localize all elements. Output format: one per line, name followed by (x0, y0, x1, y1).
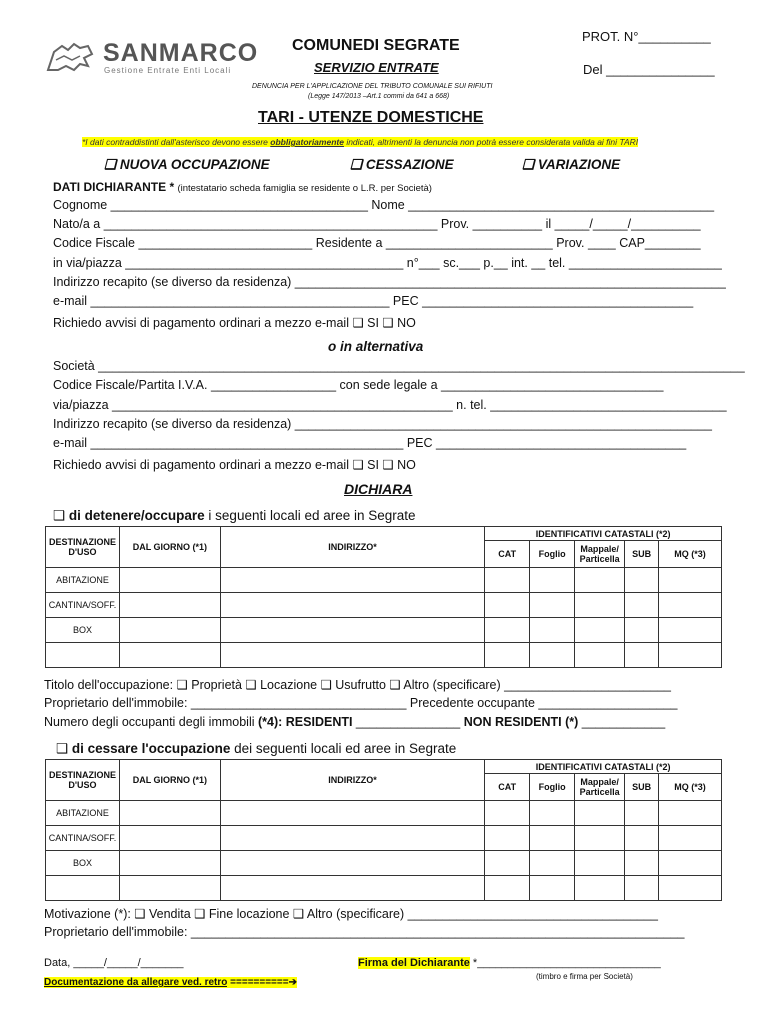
codice-fiscale-field[interactable]: Codice Fiscale _________________________ Residente a ________________________ Prov. ____ CAP________ (53, 236, 701, 250)
col-foglio: Foglio (530, 541, 575, 568)
section-detenere-text: i seguenti locali ed aree in Segrate (204, 508, 416, 523)
cell[interactable] (220, 593, 484, 618)
table-row (46, 568, 722, 593)
table-row (46, 643, 722, 668)
numero-mid: _______________ (352, 715, 464, 729)
cell[interactable] (575, 618, 625, 643)
option-nuova-occupazione[interactable]: ❑ NUOVA OCCUPAZIONE (104, 157, 270, 172)
col-destinazione: DESTINAZIONE D'USO (46, 527, 120, 568)
arrow-icon: ==========➔ (227, 977, 297, 988)
cell[interactable] (625, 876, 659, 901)
cell[interactable] (485, 593, 530, 618)
row-label (46, 643, 120, 668)
col-cat: CAT (485, 774, 530, 801)
cell[interactable] (119, 568, 220, 593)
proprietario-occupante-field[interactable]: Proprietario dell'immobile: _______________________________ Precedente occupante ____________________ (44, 696, 678, 710)
cell[interactable] (119, 593, 220, 618)
cell[interactable] (485, 568, 530, 593)
cell[interactable] (119, 826, 220, 851)
cell[interactable] (659, 826, 722, 851)
row-label: ABITAZIONE (46, 568, 120, 593)
option-cessazione[interactable]: ❑ CESSAZIONE (350, 157, 454, 172)
societa-recapito-field[interactable]: Indirizzo recapito (se diverso da residenza) ____________________________________________________________ (53, 417, 712, 431)
col-mappale: Mappale/ Particella (575, 541, 625, 568)
cell[interactable] (220, 568, 484, 593)
col-dal-giorno: DAL GIORNO (*1) (119, 527, 220, 568)
cell[interactable] (530, 851, 575, 876)
lion-logo-icon (44, 40, 96, 74)
motivazione-field[interactable]: Motivazione (*): ❑ Vendita ❑ Fine locazione ❑ Altro (specificare) ____________________________________ (44, 907, 658, 921)
proprietario-cessazione-field[interactable]: Proprietario dell'immobile: _______________________________________________________________________ (44, 925, 685, 939)
row-label: BOX (46, 851, 120, 876)
numero-pre: Numero degli occupanti degli immobili (44, 715, 258, 729)
servizio-title: SERVIZIO ENTRATE (314, 60, 439, 75)
societa-via-field[interactable]: via/piazza _________________________________________________ n. tel. __________________________________ (53, 398, 727, 412)
cell[interactable] (530, 618, 575, 643)
cell[interactable] (220, 618, 484, 643)
col-indirizzo: INDIRIZZO* (220, 527, 484, 568)
cognome-nome-field[interactable]: Cognome _____________________________________ Nome ____________________________________________ (53, 198, 715, 212)
cell[interactable] (119, 643, 220, 668)
cell[interactable] (119, 851, 220, 876)
cell[interactable] (625, 643, 659, 668)
cell[interactable] (485, 801, 530, 826)
section-detenere[interactable] (53, 508, 416, 524)
cell[interactable] (220, 801, 484, 826)
col-indirizzo: INDIRIZZO* (220, 760, 484, 801)
societa-field[interactable]: Società _____________________________________________________________________________________________ (53, 359, 745, 373)
table-row (46, 593, 722, 618)
col-identificativi: IDENTIFICATIVI CATASTALI (*2) (485, 527, 722, 541)
cell[interactable] (659, 618, 722, 643)
numero-non-residenti: NON RESIDENTI (*) (463, 715, 579, 729)
cell[interactable] (659, 876, 722, 901)
col-mappale: Mappale/ Particella (575, 774, 625, 801)
mandatory-notice (82, 137, 638, 147)
cell[interactable] (119, 618, 220, 643)
nascita-field[interactable]: Nato/a a ________________________________________________ Prov. __________ il _____/_____/__________ (53, 217, 701, 231)
row-label: BOX (46, 618, 120, 643)
cell[interactable] (625, 593, 659, 618)
cell[interactable] (625, 568, 659, 593)
numero-residenti: (*4): RESIDENTI (258, 715, 353, 729)
section-cessare-text: dei seguenti locali ed aree in Segrate (230, 741, 457, 756)
cell[interactable] (659, 568, 722, 593)
dichiarante-heading-text: DATI DICHIARANTE * (53, 180, 178, 194)
cell[interactable] (485, 826, 530, 851)
cell[interactable] (485, 643, 530, 668)
cell[interactable] (220, 851, 484, 876)
col-mq: MQ (*3) (659, 541, 722, 568)
cessazione-table (45, 759, 722, 901)
prot-field[interactable]: PROT. N°__________ (582, 29, 711, 44)
firma-label: Firma del Dichiarante (358, 957, 470, 969)
numero-occupanti-field[interactable] (44, 715, 665, 729)
col-foglio: Foglio (530, 774, 575, 801)
notice-post: indicati, altrimenti la denuncia non potrà essere considerata valida ai fini TARI (343, 137, 639, 147)
dichiarante-heading (53, 180, 432, 194)
firma-line[interactable]: *______________________________ (469, 957, 661, 969)
cell[interactable] (530, 643, 575, 668)
col-cat: CAT (485, 541, 530, 568)
checkbox-detenere[interactable]: ❑ (53, 508, 69, 523)
checkbox-cessare[interactable]: ❑ (56, 741, 72, 756)
cell[interactable] (485, 876, 530, 901)
notice-pre: *I dati contraddistinti dall'asterisco devono essere (82, 137, 271, 147)
table-row (46, 851, 722, 876)
cell[interactable] (575, 851, 625, 876)
email-pec-field[interactable]: e-mail ___________________________________________ PEC _______________________________________ (53, 294, 694, 308)
col-sub: SUB (625, 541, 659, 568)
societa-email-field[interactable]: e-mail _____________________________________________ PEC ____________________________________ (53, 436, 687, 450)
cell[interactable] (575, 801, 625, 826)
col-dal-giorno: DAL GIORNO (*1) (119, 760, 220, 801)
table-row (46, 876, 722, 901)
cell[interactable] (625, 618, 659, 643)
cell[interactable] (485, 618, 530, 643)
cell[interactable] (530, 568, 575, 593)
cell[interactable] (625, 826, 659, 851)
cell[interactable] (659, 851, 722, 876)
documentazione-link[interactable]: Documentazione da allegare ved. retro (44, 977, 228, 988)
cell[interactable] (220, 826, 484, 851)
col-identificativi: IDENTIFICATIVI CATASTALI (*2) (485, 760, 722, 774)
del-field[interactable]: Del _______________ (583, 62, 715, 77)
cell[interactable] (659, 643, 722, 668)
cell[interactable] (530, 801, 575, 826)
cell[interactable] (659, 593, 722, 618)
section-cessare[interactable] (56, 741, 456, 757)
cell[interactable] (485, 851, 530, 876)
cell[interactable] (625, 851, 659, 876)
cell[interactable] (575, 568, 625, 593)
firma-field[interactable] (358, 957, 661, 969)
dichiarante-heading-note: (intestatario scheda famiglia se residente o L.R. per Società) (177, 183, 432, 194)
avvisi-email-choice[interactable]: Richiedo avvisi di pagamento ordinari a mezzo e-mail ❑ SI ❑ NO (53, 316, 416, 330)
legge-text: (Legge 147/2013 –Art.1 commi da 641 a 668) (308, 93, 450, 100)
alternativa-heading: o in alternativa (328, 339, 424, 354)
logo-subtitle: Gestione Entrate Enti Locali (104, 66, 232, 75)
cell[interactable] (575, 876, 625, 901)
comune-title: COMUNEDI SEGRATE (292, 37, 460, 54)
cell[interactable] (119, 876, 220, 901)
numero-post: ____________ (578, 715, 666, 729)
denuncia-text: DENUNCIA PER L'APPLICAZIONE DEL TRIBUTO COMUNALE SUI RIFIUTI (252, 83, 493, 90)
cell[interactable] (530, 593, 575, 618)
cell[interactable] (575, 593, 625, 618)
row-label: CANTINA/SOFF. (46, 593, 120, 618)
cell[interactable] (659, 801, 722, 826)
dichiara-heading: DICHIARA (344, 481, 413, 497)
locali-table (45, 526, 722, 668)
col-sub: SUB (625, 774, 659, 801)
section-detenere-bold: di detenere/occupare (68, 508, 205, 523)
table-row (46, 801, 722, 826)
cell[interactable] (530, 826, 575, 851)
col-mq: MQ (*3) (659, 774, 722, 801)
data-field[interactable]: Data, _____/_____/_______ (44, 957, 184, 969)
row-label (46, 876, 120, 901)
page-title: TARI - UTENZE DOMESTICHE (258, 109, 484, 126)
cell[interactable] (220, 643, 484, 668)
table-row (46, 618, 722, 643)
logo-wordmark: SANMARCO (103, 39, 259, 67)
option-variazione[interactable]: ❑ VARIAZIONE (522, 157, 621, 172)
recapito-field[interactable]: Indirizzo recapito (se diverso da residenza) ______________________________________________________________ (53, 275, 726, 289)
documentazione-note (44, 977, 297, 988)
table-row (46, 826, 722, 851)
societa-avvisi-choice[interactable]: Richiedo avvisi di pagamento ordinari a mezzo e-mail ❑ SI ❑ NO (53, 458, 416, 472)
partita-iva-field[interactable]: Codice Fiscale/Partita I.V.A. __________________ con sede legale a ________________________________ (53, 378, 664, 392)
notice-bold: obbligatoriamente (270, 137, 344, 147)
indirizzo-field[interactable]: in via/piazza ________________________________________ n°___ sc.___ p.__ int. __ tel. ______________________ (53, 256, 722, 270)
section-cessare-bold: di cessare l'occupazione (71, 741, 231, 756)
row-label: ABITAZIONE (46, 801, 120, 826)
titolo-occupazione-field[interactable]: Titolo dell'occupazione: ❑ Proprietà ❑ Locazione ❑ Usufrutto ❑ Altro (specificare) ________________________ (44, 678, 671, 692)
timbro-note: (timbro e firma per Società) (536, 972, 633, 981)
cell[interactable] (575, 826, 625, 851)
cell[interactable] (530, 876, 575, 901)
row-label: CANTINA/SOFF. (46, 826, 120, 851)
cell[interactable] (220, 876, 484, 901)
col-destinazione: DESTINAZIONE D'USO (46, 760, 120, 801)
cell[interactable] (625, 801, 659, 826)
cell[interactable] (575, 643, 625, 668)
cell[interactable] (119, 801, 220, 826)
